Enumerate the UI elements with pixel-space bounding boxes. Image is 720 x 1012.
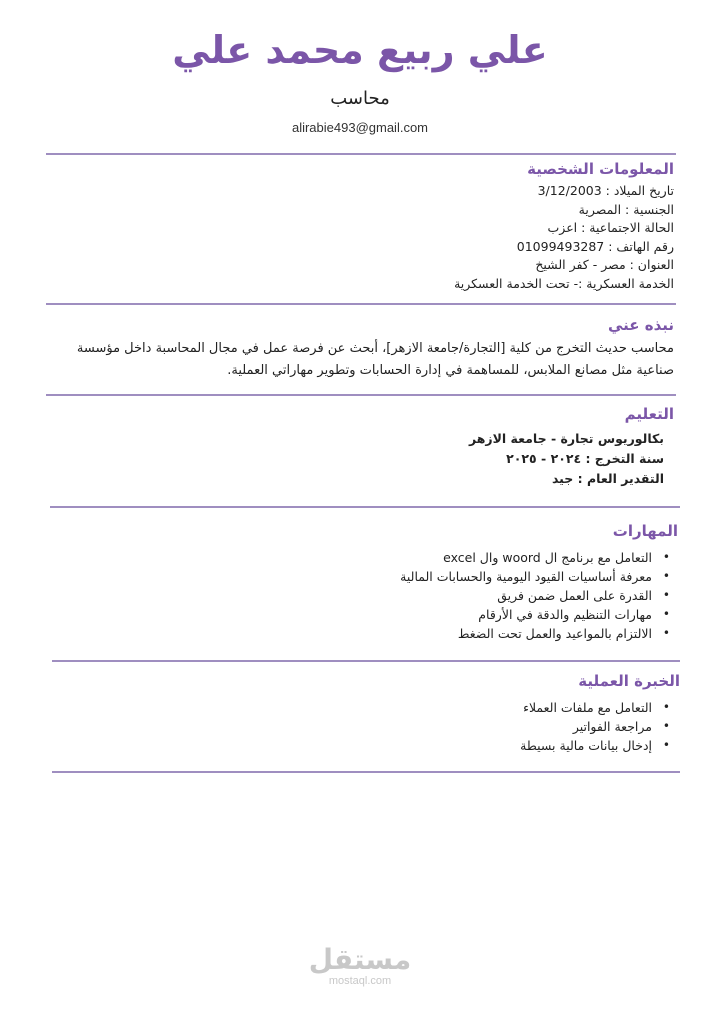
phone-number: رقم الهاتف : 01099493287 bbox=[516, 238, 674, 254]
list-item: • معرفة أساسيات القيود اليومية والحسابات المالية bbox=[400, 569, 670, 584]
bullet-icon: • bbox=[662, 550, 670, 564]
list-item: • القدرة على العمل ضمن فريق bbox=[497, 588, 670, 603]
bullet-icon: • bbox=[662, 607, 670, 621]
bullet-icon: • bbox=[662, 719, 670, 733]
personal-info-section bbox=[54, 160, 674, 293]
list-item: • مهارات التنظيم والدقة في الأرقام bbox=[478, 607, 670, 622]
skills-title: المهارات bbox=[612, 522, 678, 540]
job-title: محاسب bbox=[330, 88, 390, 109]
about-text: محاسب حديث التخرج من كلية [التجارة/جامعة الازهر]، أبحث عن فرصة عمل في مجال المحاسبة داخل مؤسسة صناعية مثل مصانع الملابس، للمساهمة في إدارة الحسابات وتطوير مهاراتي العملية. bbox=[76, 341, 674, 378]
section-divider bbox=[50, 506, 680, 508]
bullet-icon: • bbox=[662, 569, 670, 583]
bullet-icon: • bbox=[662, 738, 670, 752]
watermark-logo: مستقل bbox=[308, 943, 412, 976]
list-item: • مراجعة الفواتير bbox=[572, 719, 670, 734]
watermark-url: mostaql.com bbox=[328, 975, 392, 987]
section-divider bbox=[46, 394, 676, 396]
personal-info-title: المعلومات الشخصية bbox=[527, 160, 674, 178]
section-divider bbox=[46, 303, 676, 305]
bullet-icon: • bbox=[662, 700, 670, 714]
degree: بكالوريوس تجارة - جامعة الازهر bbox=[468, 431, 664, 446]
address: العنوان : مصر - كفر الشيخ bbox=[535, 257, 674, 272]
marital-status: الحالة الاجتماعية : اعزب bbox=[547, 220, 674, 235]
bullet-icon: • bbox=[662, 588, 670, 602]
about-section bbox=[64, 316, 674, 382]
military-service: الخدمة العسكرية :- تحت الخدمة العسكرية bbox=[454, 275, 674, 291]
list-item: • الالتزام بالمواعيد والعمل تحت الضغط bbox=[457, 626, 670, 641]
list-item: • التعامل مع ملفات العملاء bbox=[523, 700, 670, 715]
education-title: التعليم bbox=[624, 405, 674, 423]
full-name: علي ربيع محمد علي bbox=[172, 28, 548, 72]
email-address: alirabie493@gmail.com bbox=[291, 120, 429, 135]
nationality: الجنسية : المصرية bbox=[578, 201, 674, 217]
education-section bbox=[54, 405, 674, 489]
bullet-icon: • bbox=[662, 626, 670, 640]
birth-date: تاريخ الميلاد : 3/12/2003 bbox=[537, 183, 674, 198]
skills-section bbox=[58, 522, 678, 643]
list-item: • التعامل مع برنامج ال woord وال excel bbox=[443, 550, 670, 565]
section-divider bbox=[52, 660, 680, 662]
experience-title: الخبرة العملية bbox=[578, 672, 680, 690]
overall-grade: التقدير العام : جيد bbox=[551, 471, 664, 486]
mostaql-watermark bbox=[0, 945, 720, 987]
section-divider bbox=[46, 153, 676, 155]
graduation-year: سنة التخرج : ٢٠٢٤ - ٢٠٢٥ bbox=[506, 451, 664, 466]
about-title: نبذه عني bbox=[607, 316, 674, 334]
section-divider bbox=[52, 771, 680, 773]
experience-section bbox=[60, 672, 680, 755]
list-item: • إدخال بيانات مالية بسيطة bbox=[520, 738, 670, 753]
